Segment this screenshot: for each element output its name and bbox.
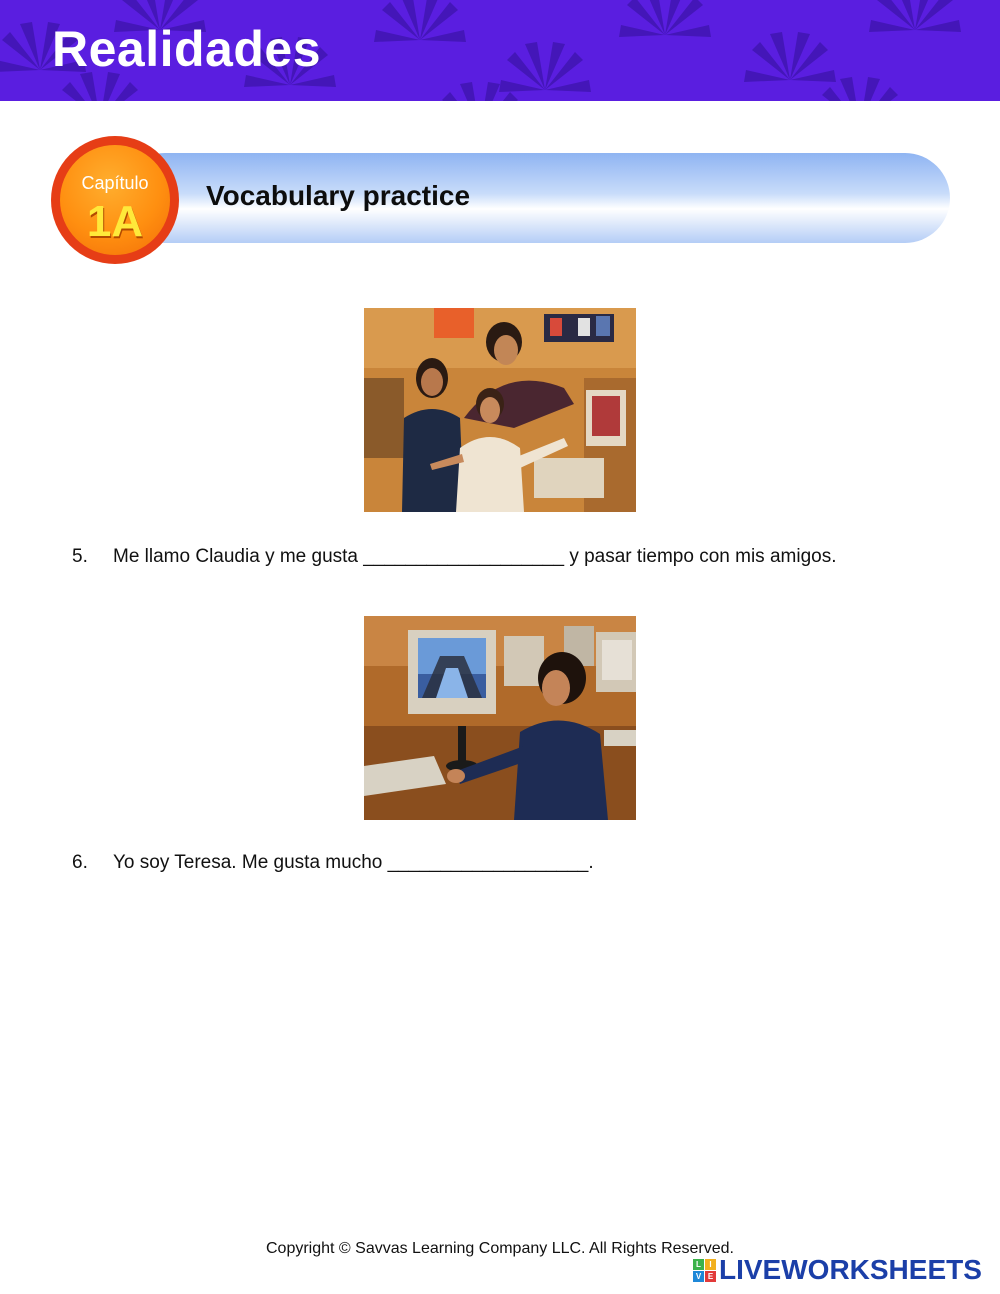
chapter-badge-word: Capítulo bbox=[81, 173, 149, 193]
header-banner bbox=[0, 0, 1000, 101]
question-5-text: Me llamo Claudia y me gusta ___________________ y pasar tiempo con mis amigos. bbox=[113, 546, 837, 567]
logo-blocks-icon bbox=[693, 1259, 716, 1282]
question-5 bbox=[72, 547, 836, 566]
question-5-number: 5. bbox=[72, 546, 88, 567]
logo-block-i: I bbox=[705, 1259, 716, 1270]
logo-block-l: L bbox=[693, 1259, 704, 1270]
liveworksheets-logo[interactable] bbox=[693, 1255, 982, 1285]
photo-teresa-computer bbox=[364, 616, 636, 820]
brand-title: Realidades bbox=[52, 21, 322, 77]
logo-text: LIVEWORKSHEETS bbox=[719, 1254, 982, 1285]
chapter-badge-number: 1A bbox=[86, 197, 144, 246]
photo-claudia-friends bbox=[364, 308, 636, 512]
logo-block-v: V bbox=[693, 1271, 704, 1282]
question-6-number: 6. bbox=[72, 852, 88, 873]
copyright-notice: Copyright © Savvas Learning Company LLC. All Rights Reserved. bbox=[265, 1240, 734, 1257]
chapter-title: Vocabulary practice bbox=[206, 180, 471, 211]
logo-block-e: E bbox=[705, 1271, 716, 1282]
question-6-text: Yo soy Teresa. Me gusta mucho ___________________. bbox=[113, 852, 594, 873]
question-6 bbox=[72, 853, 594, 872]
